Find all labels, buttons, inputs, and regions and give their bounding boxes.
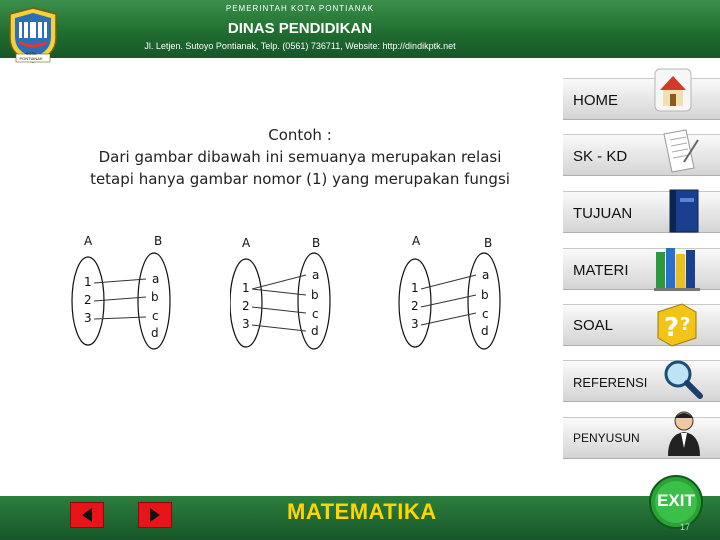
svg-text:?: ? bbox=[680, 314, 691, 335]
domain-element: 3 bbox=[84, 311, 92, 325]
next-button[interactable] bbox=[138, 502, 172, 528]
domain-element: 2 bbox=[242, 299, 250, 313]
menu-home-button[interactable] bbox=[563, 78, 720, 120]
previous-button[interactable] bbox=[70, 502, 104, 528]
set-b-label: B bbox=[154, 234, 163, 248]
menu-tujuan-label: TUJUAN bbox=[573, 205, 633, 222]
header-title: DINAS PENDIDIKAN bbox=[227, 20, 373, 37]
codomain-element: a bbox=[152, 272, 160, 286]
domain-element: 3 bbox=[242, 317, 250, 331]
example-title: Contoh : bbox=[268, 126, 332, 144]
home-icon bbox=[652, 66, 694, 114]
mapping-arrow bbox=[94, 317, 146, 319]
domain-element: 2 bbox=[411, 299, 419, 313]
exit-label: EXIT bbox=[657, 491, 695, 510]
set-a-label: A bbox=[412, 234, 421, 248]
domain-element: 1 bbox=[242, 281, 250, 295]
mapping-arrow bbox=[252, 325, 306, 331]
domain-element: 1 bbox=[411, 281, 419, 295]
codomain-element: d bbox=[481, 324, 489, 338]
domain-element: 2 bbox=[84, 293, 92, 307]
example-line-1: Dari gambar dibawah ini semuanya merupakan relasi bbox=[98, 148, 502, 166]
question-icon bbox=[652, 298, 702, 348]
menu-home-label: HOME bbox=[573, 92, 618, 109]
books-icon bbox=[652, 244, 704, 294]
codomain-element: d bbox=[311, 324, 319, 338]
codomain-element: c bbox=[482, 307, 489, 321]
relation-diagram-1 bbox=[70, 225, 240, 355]
codomain-element: c bbox=[152, 309, 159, 323]
set-a-label: A bbox=[84, 234, 93, 248]
document-icon bbox=[656, 126, 702, 176]
menu-materi-label: MATERI bbox=[573, 262, 629, 279]
set-b-label: B bbox=[484, 236, 493, 250]
arrow-right-icon bbox=[139, 503, 171, 527]
person-icon bbox=[664, 408, 704, 458]
set-b-label: B bbox=[312, 236, 321, 250]
codomain-element: b bbox=[151, 290, 159, 304]
exit-button[interactable] bbox=[645, 474, 707, 530]
header-address: Jl. Letjen. Sutoyo Pontianak, Telp. (0561) 736711, Website: http://dindikptk.net bbox=[144, 41, 456, 51]
subject-title: MATEMATIKA bbox=[287, 499, 437, 524]
codomain-element: d bbox=[151, 326, 159, 340]
search-icon bbox=[660, 356, 706, 402]
svg-text:?: ? bbox=[664, 313, 680, 343]
menu-skkd-label: SK - KD bbox=[573, 148, 628, 165]
arrow-left-icon bbox=[71, 503, 103, 527]
page-number: 17 bbox=[680, 522, 691, 532]
logo-caption: KOTA PONTIANAK bbox=[19, 51, 43, 61]
relation-diagram-3 bbox=[398, 225, 568, 355]
menu-referensi-label: REFERENSI bbox=[573, 375, 648, 390]
codomain-element: b bbox=[481, 288, 489, 302]
set-a-label: A bbox=[242, 236, 251, 250]
header-government: PEMERINTAH KOTA PONTIANAK bbox=[225, 4, 375, 13]
mapping-arrow bbox=[421, 313, 476, 325]
relation-diagram-2 bbox=[230, 225, 400, 355]
book-icon bbox=[664, 186, 704, 236]
domain-element: 3 bbox=[411, 317, 419, 331]
domain-element: 1 bbox=[84, 275, 92, 289]
menu-soal-label: SOAL bbox=[573, 317, 614, 334]
codomain-element: a bbox=[312, 268, 320, 282]
codomain-element: b bbox=[311, 288, 319, 302]
codomain-element: a bbox=[482, 268, 490, 282]
codomain-element: c bbox=[312, 307, 319, 321]
example-text bbox=[40, 124, 560, 190]
example-line-2: tetapi hanya gambar nomor (1) yang merupakan fungsi bbox=[90, 170, 510, 188]
menu-penyusun-label: PENYUSUN bbox=[573, 431, 640, 445]
